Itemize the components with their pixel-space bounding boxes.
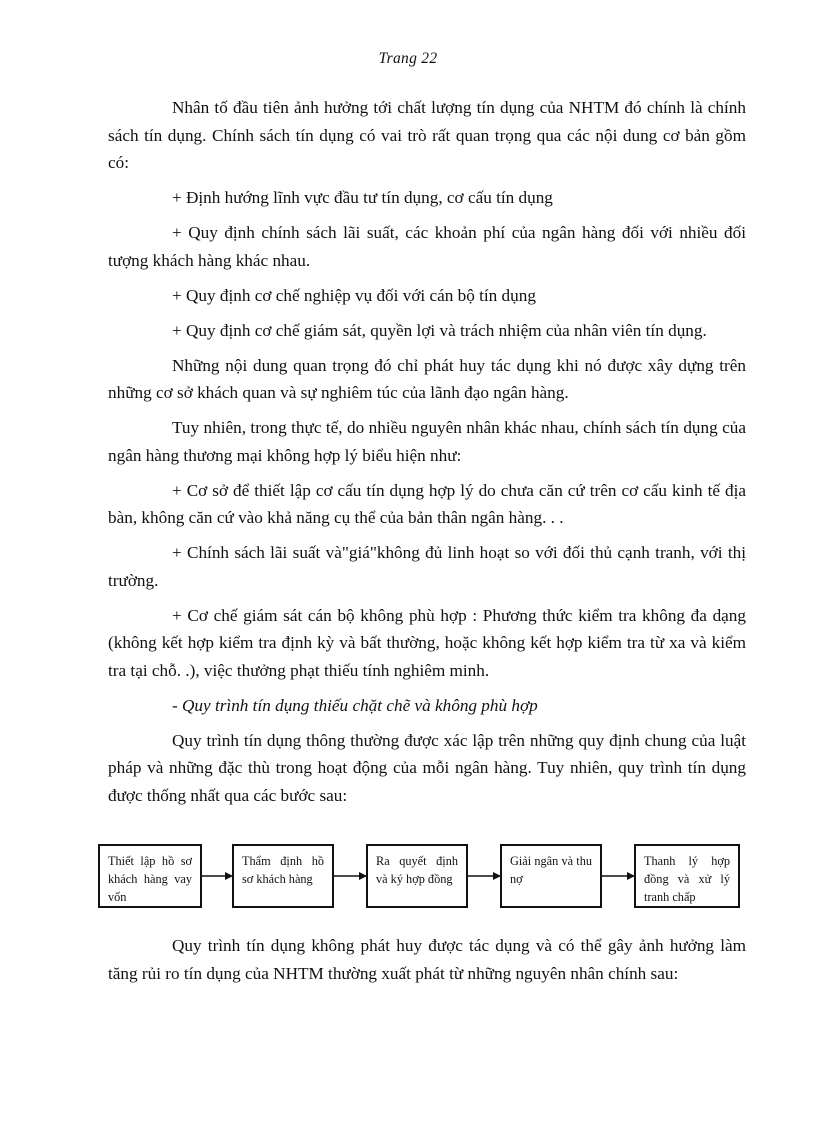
paragraph: + Quy định cơ chế nghiệp vụ đối với cán bộ tín dụng — [172, 285, 536, 305]
paragraph: + Cơ chế giám sát cán bộ không phù hợp : Phương thức kiểm tra không đa dạng (không kết hợp kiểm tra định kỳ và bất thường, hoặc không kết hợp kiểm tra từ xa và kiểm tra tại chỗ. .), việc thưởng phạt thiếu tính nghiêm minh. — [108, 605, 746, 680]
paragraph: Quy trình tín dụng thông thường được xác lập trên những quy định chung của luật pháp và những đặc thù trong hoạt động của mỗi ngân hàng. Tuy nhiên, quy trình tín dụng được thống nhất qua các bước sau: — [108, 730, 746, 805]
section-subheading: - Quy trình tín dụng thiếu chặt chẽ và không phù hợp — [172, 695, 538, 715]
flow-step-5: Thanh lý hợp đồng và xử lý tranh chấp — [634, 844, 740, 908]
body-text — [108, 94, 746, 817]
flow-step-2: Thẩm định hồ sơ khách hàng — [232, 844, 334, 908]
page-number-header: Trang 22 — [378, 50, 438, 67]
paragraph: + Chính sách lãi suất và"giá"không đủ linh hoạt so với đối thủ cạnh tranh, với thị trường. — [108, 543, 746, 590]
paragraph: + Quy định cơ chế giám sát, quyền lợi và trách nhiệm của nhân viên tín dụng. — [172, 320, 707, 340]
flow-step-1: Thiết lập hồ sơ khách hàng vay vốn — [98, 844, 202, 908]
credit-process-flowchart — [98, 844, 740, 910]
paragraph: + Quy định chính sách lãi suất, các khoản phí của ngân hàng đối với nhiều đối tượng khách hàng khác nhau. — [108, 223, 746, 270]
flow-step-4: Giải ngân và thu nợ — [500, 844, 602, 908]
closing-paragraph: Quy trình tín dụng không phát huy được tác dụng và có thể gây ảnh hưởng làm tăng rủi ro tín dụng của NHTM thường xuất phát từ những nguyên nhân chính sau: — [108, 936, 746, 983]
paragraph: + Cơ sở để thiết lập cơ cấu tín dụng hợp lý do chưa căn cứ trên cơ cấu kinh tế địa bàn, không căn cứ vào khả năng cụ thể của bản thân ngân hàng. . . — [108, 480, 746, 527]
paragraph: Tuy nhiên, trong thực tế, do nhiều nguyên nhân khác nhau, chính sách tín dụng của ngân hàng thương mại không hợp lý biểu hiện như: — [108, 418, 746, 465]
paragraph: Nhân tố đầu tiên ảnh hưởng tới chất lượng tín dụng của NHTM đó chính là chính sách tín dụng. Chính sách tín dụng có vai trò rất quan trọng qua các nội dung cơ bản gồm có: — [108, 98, 746, 172]
paragraph: Những nội dung quan trọng đó chỉ phát huy tác dụng khi nó được xây dựng trên những cơ sở khách quan và sự nghiêm túc của lãnh đạo ngân hàng. — [108, 355, 746, 402]
paragraph: + Định hướng lĩnh vực đầu tư tín dụng, cơ cấu tín dụng — [172, 188, 553, 207]
flow-step-3: Ra quyết định và ký hợp đồng — [366, 844, 468, 908]
